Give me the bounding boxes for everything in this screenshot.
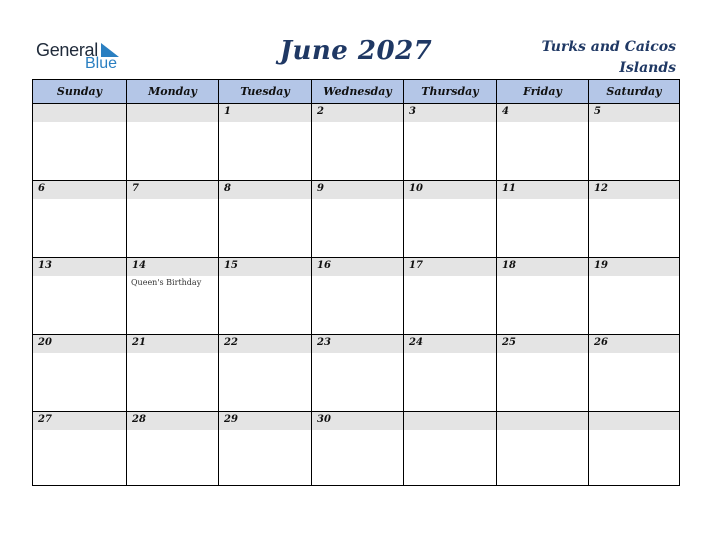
day-number-bar [312,181,403,199]
day-number-bar [127,181,218,199]
day-number-bar [404,258,496,276]
day-cell [403,411,496,485]
day-number: 20 [38,337,52,348]
day-cell [496,103,588,180]
day-number: 6 [38,183,45,194]
day-cell [126,411,218,485]
day-number-bar [127,335,218,353]
day-cell [218,103,311,180]
day-number-bar [219,258,311,276]
day-number-bar [589,412,679,430]
day-cell [588,411,679,485]
day-number: 4 [502,106,509,117]
day-cell [311,257,403,334]
day-number-bar [312,412,403,430]
day-number-bar [589,104,679,122]
weekday-header-thursday: Thursday [403,80,496,103]
day-number-bar [33,258,126,276]
day-number: 1 [224,106,231,117]
day-number-bar [497,104,588,122]
day-cell [311,411,403,485]
day-number: 5 [594,106,601,117]
day-number: 21 [132,337,146,348]
day-number-bar [33,104,126,122]
day-cell [496,334,588,411]
day-number: 16 [317,260,331,271]
day-cell [403,334,496,411]
day-number: 28 [132,414,146,425]
day-number-bar [312,104,403,122]
weekday-header-saturday: Saturday [588,80,679,103]
day-cell [218,334,311,411]
day-number-bar [589,335,679,353]
day-number-bar [219,104,311,122]
day-number: 11 [502,183,516,194]
day-number-bar [312,335,403,353]
day-cell [588,180,679,257]
day-cell [126,180,218,257]
weekday-header-wednesday: Wednesday [311,80,403,103]
day-number: 30 [317,414,331,425]
day-number: 19 [594,260,608,271]
day-cell [33,103,126,180]
day-cell [403,180,496,257]
day-cell [33,334,126,411]
day-number-bar [497,181,588,199]
weekday-header-tuesday: Tuesday [218,80,311,103]
day-number: 27 [38,414,52,425]
day-cell [588,257,679,334]
day-number-bar [33,335,126,353]
day-number-bar [497,412,588,430]
day-number: 22 [224,337,238,348]
day-number-bar [219,181,311,199]
day-number: 26 [594,337,608,348]
day-number-bar [589,258,679,276]
day-number-bar [33,412,126,430]
day-number: 12 [594,183,608,194]
day-number-bar [404,104,496,122]
day-number: 17 [409,260,423,271]
day-cell [496,180,588,257]
day-number: 8 [224,183,231,194]
day-cell [588,103,679,180]
day-cell [311,180,403,257]
logo-text-blue: Blue [85,55,118,72]
day-number: 29 [224,414,238,425]
weekday-header-sunday: Sunday [56,85,103,98]
day-cell [403,103,496,180]
day-number-bar [312,258,403,276]
logo-text-general: General [36,40,98,60]
day-cell [588,334,679,411]
day-number-bar [589,181,679,199]
day-number-bar [127,412,218,430]
holiday-event: Queen's Birthday [131,278,202,287]
day-number-bar [127,104,218,122]
day-cell [33,180,126,257]
day-number-bar [404,335,496,353]
day-number: 18 [502,260,516,271]
day-cell [218,257,311,334]
day-number: 25 [502,337,516,348]
day-number-bar [33,181,126,199]
day-number: 3 [409,106,416,117]
day-cell [33,411,126,485]
calendar-title: June 2027 [279,36,433,66]
day-cell [126,103,218,180]
day-cell [126,334,218,411]
weekday-header-friday: Friday [496,80,588,103]
day-number: 14 [132,260,146,271]
day-number-bar [497,258,588,276]
day-number: 23 [317,337,331,348]
day-number: 24 [409,337,423,348]
day-number: 15 [224,260,238,271]
weekday-header-row [33,80,679,103]
day-number-bar [404,412,496,430]
day-number: 9 [317,183,324,194]
day-cell [126,257,218,334]
day-number: 2 [317,106,324,117]
day-cell [403,257,496,334]
region-label: Turks and Caicos Islands [541,39,676,76]
day-cell [33,257,126,334]
calendar-grid [32,79,680,486]
day-number-bar [404,181,496,199]
day-number: 7 [132,183,139,194]
day-cell [496,257,588,334]
day-cell [496,411,588,485]
day-number-bar [219,335,311,353]
day-cell [311,334,403,411]
day-number-bar [219,412,311,430]
day-number: 13 [38,260,52,271]
day-number: 10 [409,183,423,194]
day-number-bar [497,335,588,353]
weekday-header-monday: Monday [126,80,218,103]
day-cell [218,180,311,257]
day-cell [218,411,311,485]
day-number-bar [127,258,218,276]
day-cell [311,103,403,180]
